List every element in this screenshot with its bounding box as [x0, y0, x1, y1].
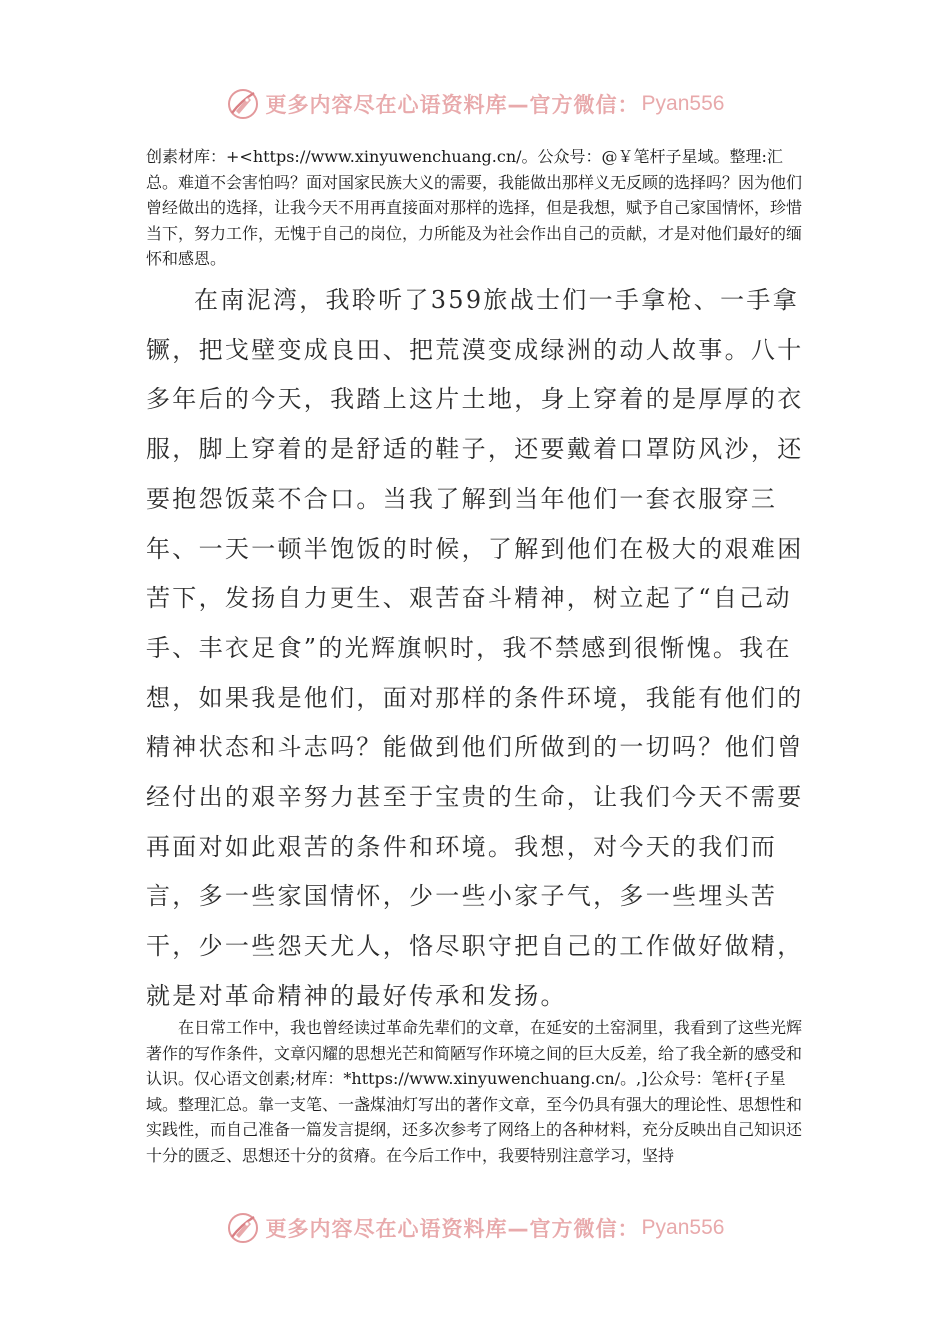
bottom-paragraph-block: [146, 1015, 808, 1168]
top-paragraph-block: [146, 144, 808, 272]
header-banner: [0, 84, 950, 124]
footer-wechat-id: Pyan556: [641, 1216, 725, 1239]
header-banner-text: 更多内容尽在心语资料库—官方微信：: [265, 93, 640, 117]
main-paragraph-block: [146, 276, 818, 1022]
main-paragraph: 在南泥湾，我聆听了359旅战士们一手拿枪、一手拿镢，把戈壁变成良田、把荒漠变成绿洲的动人故事。八十多年后的今天，我踏上这片土地，身上穿着的是厚厚的衣服，脚上穿着的是舒适的鞋子，还要戴着口罩防风沙，还要抱怨饭菜不合口。当我了解到当年他们一套衣服穿三年、一天一顿半饱饭的时候，了解到他们在极大的艰难困苦下，发扬自力更生、艰苦奋斗精神，树立起了“自己动手、丰衣足食”的光辉旗帜时，我不禁感到很惭愧。我在想，如果我是他们，面对那样的条件环境，我能有他们的精神状态和斗志吗？能做到他们所做到的一切吗？他们曾经付出的艰辛努力甚至于宝贵的生命，让我们今天不需要再面对如此艰苦的条件和环境。我想，对今天的我们而言，多一些家国情怀，少一些小家子气，多一些埋头苦干，少一些怨天尤人，恪尽职守把自己的工作做好做精，就是对革命精神的最好传承和发扬。: [146, 286, 804, 1010]
footer-banner-text: 更多内容尽在心语资料库—官方微信：: [265, 1217, 640, 1241]
footer-banner: [0, 1208, 950, 1248]
header-wechat-id: Pyan556: [641, 92, 725, 115]
top-paragraph: 创素材库：+<https://www.xinyuwenchuang.cn/。公众号：@￥笔杆子星域。整理:汇总。难道不会害怕吗？面对国家民族大义的需要，我能做出那样义无反顾的选择吗？因为他们曾经做出的选择，让我今天不用再直接面对那样的选择，但是我想，赋予自己家国情怀，珍惜当下，努力工作，无愧于自己的岗位，力所能及为社会作出自己的贡献，才是对他们最好的缅怀和感恩。: [146, 147, 803, 268]
pen-nib-logo-icon: [226, 87, 260, 121]
bottom-paragraph: 在日常工作中，我也曾经读过革命先辈们的文章，在延安的土窑洞里，我看到了这些光辉著作的写作条件，文章闪耀的思想光芒和简陋写作环境之间的巨大反差，给了我全新的感受和认识。仅心语文创素;材库：*https://www.xinyuwenchuang.cn/。,]公众号：笔杆{子星域。整理汇总。靠一支笔、一盏煤油灯写出的著作文章，至今仍具有强大的理论性、思想性和实践性，而自己准备一篇发言提纲，还多次参考了网络上的各种材料，充分反映出自己知识还十分的匮乏、思想还十分的贫瘠。在今后工作中，我要特别注意学习，坚持: [146, 1018, 803, 1165]
pen-nib-logo-icon: [226, 1211, 260, 1245]
